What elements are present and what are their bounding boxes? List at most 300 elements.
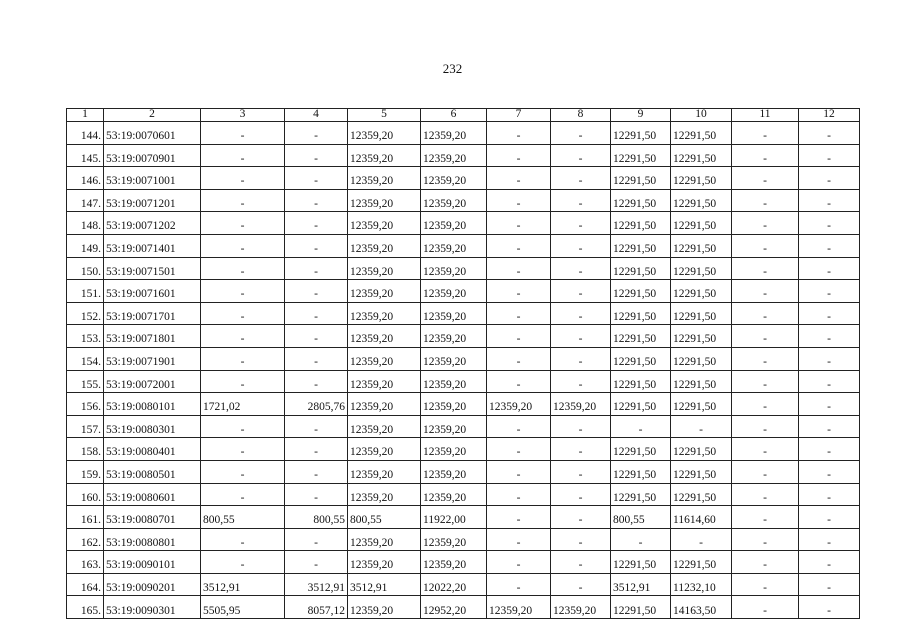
table-cell-col-9: 12291,50 — [611, 393, 671, 416]
table-cell-col-3: - — [201, 280, 285, 303]
table-cell-col-2: 53:19:0071001 — [104, 167, 201, 190]
table-cell-col-7: - — [487, 438, 551, 461]
table-cell-col-12: - — [799, 551, 860, 574]
table-cell-col-12: - — [799, 506, 860, 529]
table-cell-col-10: 12291,50 — [671, 370, 732, 393]
table-cell-col-10: 12291,50 — [671, 212, 732, 235]
table-cell-col-12: - — [799, 573, 860, 596]
table-cell-col-12: - — [799, 596, 860, 619]
table-cell-col-7: - — [487, 415, 551, 438]
column-header-1: 1 — [67, 109, 104, 122]
table-cell-col-7: - — [487, 144, 551, 167]
table-cell-col-12: - — [799, 167, 860, 190]
table-cell-col-5: 12359,20 — [348, 144, 421, 167]
table-cell-col-3: - — [201, 234, 285, 257]
table-row — [67, 144, 860, 167]
table-cell-col-11: - — [732, 325, 799, 348]
table-cell-col-7: - — [487, 370, 551, 393]
table-cell-col-6: 12359,20 — [421, 483, 487, 506]
table-cell-col-12: - — [799, 483, 860, 506]
table-cell-col-3: - — [201, 551, 285, 574]
table-cell-col-10: 14163,50 — [671, 596, 732, 619]
table-cell-col-7: - — [487, 528, 551, 551]
table-cell-col-2: 53:19:0070601 — [104, 122, 201, 145]
table-cell-col-1: 162. — [67, 528, 104, 551]
table-cell-col-1: 149. — [67, 234, 104, 257]
table-cell-col-4: - — [285, 347, 348, 370]
table-cell-col-1: 147. — [67, 189, 104, 212]
table-cell-col-9: 12291,50 — [611, 347, 671, 370]
table-body — [67, 122, 860, 619]
table-cell-col-11: - — [732, 506, 799, 529]
table-cell-col-4: - — [285, 189, 348, 212]
table-cell-col-1: 151. — [67, 280, 104, 303]
table-cell-col-2: 53:19:0071701 — [104, 302, 201, 325]
table-cell-col-11: - — [732, 528, 799, 551]
table-cell-col-11: - — [732, 438, 799, 461]
column-header-4: 4 — [285, 109, 348, 122]
table-cell-col-8: 12359,20 — [551, 393, 611, 416]
table-cell-col-5: 12359,20 — [348, 257, 421, 280]
table-cell-col-6: 12359,20 — [421, 415, 487, 438]
table-cell-col-7: 12359,20 — [487, 393, 551, 416]
table-cell-col-7: - — [487, 551, 551, 574]
table-cell-col-1: 158. — [67, 438, 104, 461]
table-cell-col-4: - — [285, 302, 348, 325]
table-cell-col-2: 53:19:0071801 — [104, 325, 201, 348]
table-cell-col-8: - — [551, 257, 611, 280]
table-row — [67, 257, 860, 280]
table-cell-col-5: 12359,20 — [348, 122, 421, 145]
table-cell-col-10: - — [671, 528, 732, 551]
table-cell-col-11: - — [732, 415, 799, 438]
table-cell-col-9: 12291,50 — [611, 280, 671, 303]
cadastral-value-table — [66, 108, 860, 619]
table-cell-col-5: 12359,20 — [348, 212, 421, 235]
table-cell-col-10: 12291,50 — [671, 167, 732, 190]
table-cell-col-11: - — [732, 144, 799, 167]
table-cell-col-8: - — [551, 325, 611, 348]
table-cell-col-7: - — [487, 460, 551, 483]
table-cell-col-6: 12359,20 — [421, 167, 487, 190]
table-cell-col-4: - — [285, 212, 348, 235]
table-header — [67, 109, 860, 122]
table-cell-col-4: - — [285, 483, 348, 506]
table-cell-col-10: 11232,10 — [671, 573, 732, 596]
table-cell-col-4: - — [285, 234, 348, 257]
table-cell-col-4: - — [285, 122, 348, 145]
table-cell-col-7: - — [487, 257, 551, 280]
table-cell-col-8: - — [551, 460, 611, 483]
table-cell-col-3: - — [201, 189, 285, 212]
table-cell-col-1: 159. — [67, 460, 104, 483]
table-cell-col-9: - — [611, 415, 671, 438]
table-cell-col-5: 12359,20 — [348, 325, 421, 348]
table-cell-col-1: 150. — [67, 257, 104, 280]
table-cell-col-9: 12291,50 — [611, 122, 671, 145]
table-cell-col-9: 12291,50 — [611, 167, 671, 190]
table-cell-col-12: - — [799, 528, 860, 551]
table-cell-col-7: - — [487, 483, 551, 506]
table-cell-col-8: - — [551, 122, 611, 145]
column-header-2: 2 — [104, 109, 201, 122]
table-cell-col-9: 12291,50 — [611, 325, 671, 348]
table-cell-col-2: 53:19:0080701 — [104, 506, 201, 529]
table-row — [67, 212, 860, 235]
table-cell-col-3: 1721,02 — [201, 393, 285, 416]
table-row — [67, 370, 860, 393]
table-cell-col-2: 53:19:0071202 — [104, 212, 201, 235]
table-cell-col-1: 148. — [67, 212, 104, 235]
table-cell-col-5: 12359,20 — [348, 302, 421, 325]
table-cell-col-9: 12291,50 — [611, 438, 671, 461]
table-cell-col-11: - — [732, 347, 799, 370]
column-header-3: 3 — [201, 109, 285, 122]
table-cell-col-10: 12291,50 — [671, 189, 732, 212]
table-cell-col-9: 3512,91 — [611, 573, 671, 596]
table-cell-col-2: 53:19:0071401 — [104, 234, 201, 257]
table-cell-col-2: 53:19:0071501 — [104, 257, 201, 280]
table-row — [67, 460, 860, 483]
table-cell-col-4: 3512,91 — [285, 573, 348, 596]
table-cell-col-11: - — [732, 280, 799, 303]
table-cell-col-9: - — [611, 528, 671, 551]
table-cell-col-6: 12359,20 — [421, 122, 487, 145]
table-cell-col-1: 160. — [67, 483, 104, 506]
table-cell-col-10: 12291,50 — [671, 302, 732, 325]
table-cell-col-12: - — [799, 370, 860, 393]
table-cell-col-6: 12359,20 — [421, 347, 487, 370]
table-cell-col-3: - — [201, 257, 285, 280]
table-cell-col-11: - — [732, 167, 799, 190]
table-cell-col-4: - — [285, 460, 348, 483]
table-cell-col-4: 8057,12 — [285, 596, 348, 619]
table-cell-col-10: 11614,60 — [671, 506, 732, 529]
table-cell-col-7: - — [487, 234, 551, 257]
table-cell-col-3: - — [201, 325, 285, 348]
table-cell-col-5: 12359,20 — [348, 167, 421, 190]
table-cell-col-8: - — [551, 370, 611, 393]
table-cell-col-12: - — [799, 393, 860, 416]
header-row — [67, 109, 860, 122]
table-cell-col-4: - — [285, 257, 348, 280]
table-cell-col-10: 12291,50 — [671, 122, 732, 145]
table-cell-col-11: - — [732, 573, 799, 596]
table-cell-col-10: 12291,50 — [671, 438, 732, 461]
table-row — [67, 280, 860, 303]
table-cell-col-12: - — [799, 122, 860, 145]
table-cell-col-2: 53:19:0071201 — [104, 189, 201, 212]
table-cell-col-10: 12291,50 — [671, 144, 732, 167]
table-cell-col-7: - — [487, 189, 551, 212]
table-cell-col-4: 2805,76 — [285, 393, 348, 416]
table-cell-col-8: - — [551, 167, 611, 190]
table-cell-col-1: 155. — [67, 370, 104, 393]
table-cell-col-4: - — [285, 415, 348, 438]
table-cell-col-2: 53:19:0090301 — [104, 596, 201, 619]
table-cell-col-12: - — [799, 234, 860, 257]
table-row — [67, 167, 860, 190]
table-cell-col-4: - — [285, 280, 348, 303]
table-cell-col-8: - — [551, 506, 611, 529]
table-row — [67, 573, 860, 596]
table-cell-col-6: 12359,20 — [421, 144, 487, 167]
column-header-6: 6 — [421, 109, 487, 122]
table-cell-col-8: - — [551, 483, 611, 506]
table-row — [67, 347, 860, 370]
table-cell-col-12: - — [799, 212, 860, 235]
table-cell-col-7: - — [487, 302, 551, 325]
page-number: 232 — [442, 61, 463, 76]
table-cell-col-8: - — [551, 551, 611, 574]
table-cell-col-9: 12291,50 — [611, 596, 671, 619]
table-cell-col-2: 53:19:0080501 — [104, 460, 201, 483]
table-cell-col-3: - — [201, 483, 285, 506]
table-cell-col-12: - — [799, 280, 860, 303]
table-cell-col-2: 53:19:0070901 — [104, 144, 201, 167]
table-cell-col-7: - — [487, 167, 551, 190]
table-cell-col-7: - — [487, 280, 551, 303]
table-cell-col-2: 53:19:0080601 — [104, 483, 201, 506]
table-cell-col-8: - — [551, 280, 611, 303]
table-cell-col-8: - — [551, 212, 611, 235]
table-cell-col-4: - — [285, 167, 348, 190]
table-cell-col-3: - — [201, 438, 285, 461]
table-cell-col-4: - — [285, 438, 348, 461]
table-cell-col-10: 12291,50 — [671, 347, 732, 370]
table-cell-col-4: - — [285, 370, 348, 393]
table-cell-col-11: - — [732, 122, 799, 145]
table-row — [67, 189, 860, 212]
table-cell-col-4: - — [285, 325, 348, 348]
table-cell-col-6: 12359,20 — [421, 393, 487, 416]
table-row — [67, 506, 860, 529]
table-cell-col-6: 12359,20 — [421, 234, 487, 257]
table-cell-col-11: - — [732, 551, 799, 574]
table-row — [67, 415, 860, 438]
table-cell-col-5: 12359,20 — [348, 415, 421, 438]
table-cell-col-12: - — [799, 325, 860, 348]
table-row — [67, 551, 860, 574]
table-cell-col-3: - — [201, 415, 285, 438]
table-cell-col-2: 53:19:0072001 — [104, 370, 201, 393]
table-cell-col-3: - — [201, 122, 285, 145]
table-cell-col-10: 12291,50 — [671, 551, 732, 574]
table-cell-col-9: 12291,50 — [611, 460, 671, 483]
table-cell-col-3: 800,55 — [201, 506, 285, 529]
table-row — [67, 393, 860, 416]
table-cell-col-10: 12291,50 — [671, 234, 732, 257]
table-cell-col-6: 12359,20 — [421, 302, 487, 325]
table-cell-col-1: 163. — [67, 551, 104, 574]
table-cell-col-9: 800,55 — [611, 506, 671, 529]
table-cell-col-12: - — [799, 189, 860, 212]
table-cell-col-7: - — [487, 573, 551, 596]
table-row — [67, 438, 860, 461]
table-cell-col-5: 3512,91 — [348, 573, 421, 596]
table-cell-col-8: - — [551, 573, 611, 596]
table-cell-col-2: 53:19:0071601 — [104, 280, 201, 303]
table-cell-col-5: 12359,20 — [348, 280, 421, 303]
table-cell-col-10: 12291,50 — [671, 393, 732, 416]
table-cell-col-12: - — [799, 257, 860, 280]
table-cell-col-11: - — [732, 234, 799, 257]
table-cell-col-12: - — [799, 144, 860, 167]
table-cell-col-5: 12359,20 — [348, 189, 421, 212]
table-cell-col-11: - — [732, 189, 799, 212]
column-header-5: 5 — [348, 109, 421, 122]
table-cell-col-8: - — [551, 347, 611, 370]
table-cell-col-3: - — [201, 347, 285, 370]
table-cell-col-2: 53:19:0090101 — [104, 551, 201, 574]
column-header-11: 11 — [732, 109, 799, 122]
table-cell-col-11: - — [732, 596, 799, 619]
table-cell-col-2: 53:19:0090201 — [104, 573, 201, 596]
table-cell-col-9: 12291,50 — [611, 302, 671, 325]
table-cell-col-5: 12359,20 — [348, 483, 421, 506]
table-cell-col-3: 5505,95 — [201, 596, 285, 619]
table-cell-col-7: - — [487, 347, 551, 370]
table-cell-col-5: 12359,20 — [348, 370, 421, 393]
table-cell-col-5: 12359,20 — [348, 347, 421, 370]
table-cell-col-9: 12291,50 — [611, 257, 671, 280]
table-cell-col-5: 12359,20 — [348, 551, 421, 574]
table-cell-col-2: 53:19:0080801 — [104, 528, 201, 551]
table-cell-col-9: 12291,50 — [611, 212, 671, 235]
table-cell-col-3: - — [201, 167, 285, 190]
table-cell-col-8: 12359,20 — [551, 596, 611, 619]
table-cell-col-10: 12291,50 — [671, 280, 732, 303]
table-cell-col-6: 11922,00 — [421, 506, 487, 529]
table-cell-col-11: - — [732, 370, 799, 393]
table-cell-col-12: - — [799, 415, 860, 438]
table-cell-col-9: 12291,50 — [611, 189, 671, 212]
table-cell-col-5: 12359,20 — [348, 460, 421, 483]
table-cell-col-3: 3512,91 — [201, 573, 285, 596]
table-cell-col-11: - — [732, 302, 799, 325]
table-cell-col-6: 12359,20 — [421, 528, 487, 551]
table-cell-col-5: 12359,20 — [348, 596, 421, 619]
table-cell-col-1: 156. — [67, 393, 104, 416]
table-cell-col-6: 12359,20 — [421, 325, 487, 348]
table-cell-col-6: 12359,20 — [421, 280, 487, 303]
column-header-8: 8 — [551, 109, 611, 122]
table-row — [67, 302, 860, 325]
table-row — [67, 122, 860, 145]
table-cell-col-3: - — [201, 460, 285, 483]
table-cell-col-7: - — [487, 122, 551, 145]
table-cell-col-1: 145. — [67, 144, 104, 167]
table-cell-col-12: - — [799, 460, 860, 483]
table-cell-col-10: 12291,50 — [671, 483, 732, 506]
table-cell-col-11: - — [732, 483, 799, 506]
table-cell-col-8: - — [551, 234, 611, 257]
table-cell-col-6: 12952,20 — [421, 596, 487, 619]
table-cell-col-12: - — [799, 302, 860, 325]
table-cell-col-6: 12359,20 — [421, 460, 487, 483]
table-cell-col-8: - — [551, 438, 611, 461]
table-row — [67, 596, 860, 619]
table-cell-col-3: - — [201, 302, 285, 325]
table-cell-col-1: 153. — [67, 325, 104, 348]
table-cell-col-4: - — [285, 144, 348, 167]
table-row — [67, 483, 860, 506]
table-cell-col-4: - — [285, 551, 348, 574]
table-row — [67, 234, 860, 257]
table-cell-col-8: - — [551, 144, 611, 167]
table-cell-col-3: - — [201, 212, 285, 235]
table-cell-col-5: 12359,20 — [348, 393, 421, 416]
column-header-7: 7 — [487, 109, 551, 122]
table-cell-col-1: 152. — [67, 302, 104, 325]
table-cell-col-9: 12291,50 — [611, 234, 671, 257]
table-cell-col-3: - — [201, 370, 285, 393]
table-cell-col-7: 12359,20 — [487, 596, 551, 619]
table-cell-col-10: - — [671, 415, 732, 438]
table-cell-col-5: 800,55 — [348, 506, 421, 529]
table-cell-col-6: 12359,20 — [421, 212, 487, 235]
table-cell-col-7: - — [487, 212, 551, 235]
table-cell-col-1: 154. — [67, 347, 104, 370]
table-cell-col-7: - — [487, 506, 551, 529]
table-cell-col-2: 53:19:0080301 — [104, 415, 201, 438]
table-cell-col-10: 12291,50 — [671, 325, 732, 348]
table-cell-col-4: - — [285, 528, 348, 551]
table-row — [67, 325, 860, 348]
table-cell-col-1: 165. — [67, 596, 104, 619]
table-cell-col-1: 146. — [67, 167, 104, 190]
table-cell-col-12: - — [799, 438, 860, 461]
table-cell-col-8: - — [551, 528, 611, 551]
table-cell-col-1: 161. — [67, 506, 104, 529]
table-cell-col-6: 12359,20 — [421, 551, 487, 574]
table-cell-col-9: 12291,50 — [611, 551, 671, 574]
table-cell-col-5: 12359,20 — [348, 438, 421, 461]
table-cell-col-4: 800,55 — [285, 506, 348, 529]
table-cell-col-5: 12359,20 — [348, 528, 421, 551]
table-cell-col-5: 12359,20 — [348, 234, 421, 257]
table-cell-col-6: 12022,20 — [421, 573, 487, 596]
table-cell-col-9: 12291,50 — [611, 483, 671, 506]
table-cell-col-7: - — [487, 325, 551, 348]
table-cell-col-2: 53:19:0080101 — [104, 393, 201, 416]
table-cell-col-11: - — [732, 212, 799, 235]
column-header-9: 9 — [611, 109, 671, 122]
table-cell-col-10: 12291,50 — [671, 257, 732, 280]
table-cell-col-10: 12291,50 — [671, 460, 732, 483]
table-cell-col-8: - — [551, 189, 611, 212]
table-cell-col-11: - — [732, 393, 799, 416]
table-cell-col-1: 164. — [67, 573, 104, 596]
table-cell-col-9: 12291,50 — [611, 144, 671, 167]
table-cell-col-2: 53:19:0071901 — [104, 347, 201, 370]
table-cell-col-6: 12359,20 — [421, 257, 487, 280]
table-cell-col-8: - — [551, 302, 611, 325]
column-header-10: 10 — [671, 109, 732, 122]
table-cell-col-3: - — [201, 144, 285, 167]
table-cell-col-12: - — [799, 347, 860, 370]
table-cell-col-2: 53:19:0080401 — [104, 438, 201, 461]
table-cell-col-1: 157. — [67, 415, 104, 438]
table-cell-col-6: 12359,20 — [421, 189, 487, 212]
table-cell-col-11: - — [732, 460, 799, 483]
table-cell-col-6: 12359,20 — [421, 438, 487, 461]
table-cell-col-9: 12291,50 — [611, 370, 671, 393]
table-cell-col-6: 12359,20 — [421, 370, 487, 393]
table-row — [67, 528, 860, 551]
table-cell-col-11: - — [732, 257, 799, 280]
table-cell-col-8: - — [551, 415, 611, 438]
